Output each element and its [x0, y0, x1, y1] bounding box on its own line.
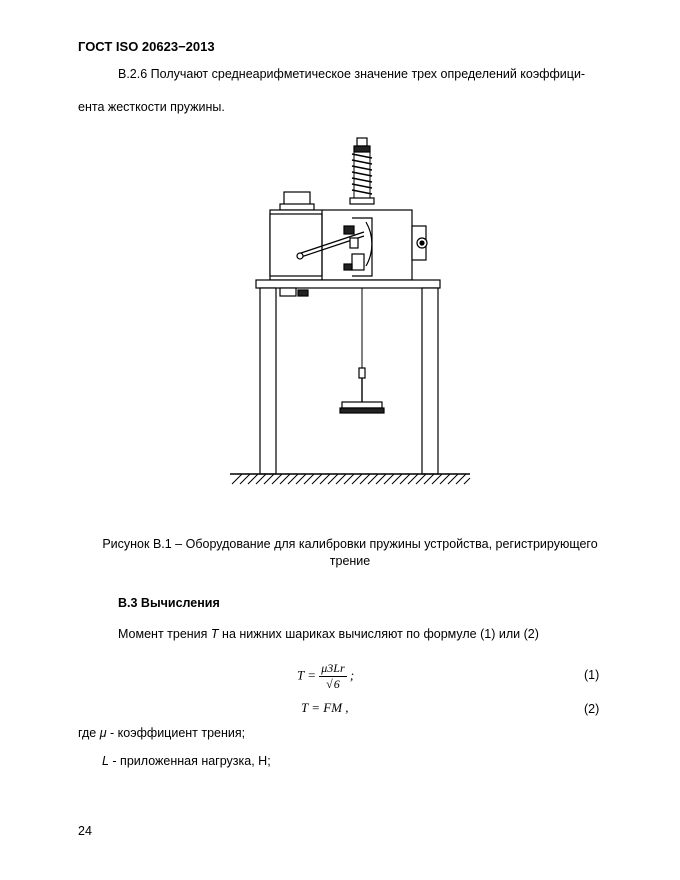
formula-1-denominator: √6	[326, 677, 340, 691]
body-text-start: Момент трения	[118, 627, 211, 641]
formula-1-lhs: T	[297, 667, 304, 683]
definition-l-symbol: L	[102, 754, 109, 768]
body-paragraph	[118, 628, 539, 641]
floor-hatching	[232, 474, 470, 484]
formula-1-numerator: μ3Lr	[321, 661, 345, 675]
spring-coils	[352, 152, 372, 198]
figure-caption-line-2: трение	[329, 554, 371, 568]
formula-1-number: (1)	[584, 668, 600, 682]
definition-mu	[78, 727, 245, 740]
definition-l	[102, 755, 271, 768]
definition-mu-text: - коэффициент трения;	[106, 726, 246, 740]
section-title: В.3 Вычисления	[118, 596, 220, 610]
formula-1-fraction	[319, 661, 346, 692]
document-header: ГОСТ ISO 20623−2013	[78, 39, 215, 54]
body-text-end: на нижних шариках вычисляют по формуле (1) или (2)	[218, 627, 539, 641]
paragraph-line-1: В.2.6 Получают среднеарифметическое значение трех определений коэффици-	[118, 67, 586, 81]
formula-1-tail: ;	[349, 667, 355, 683]
figure-caption	[60, 536, 640, 570]
figure-caption-line-1: Рисунок В.1 – Оборудование для калибровки пружины устройства, регистрирующего	[102, 537, 598, 551]
paragraph-line-2: ента жесткости пружины.	[78, 100, 225, 114]
page-number: 24	[78, 824, 92, 838]
apparatus-figure	[226, 130, 474, 490]
definition-mu-symbol: где μ	[78, 726, 107, 740]
definition-l-text: - приложенная нагрузка, Н;	[108, 754, 271, 768]
body-variable: T	[210, 627, 219, 641]
formula-1-radicand: 6	[333, 677, 340, 691]
formula-2-number: (2)	[584, 702, 600, 716]
formula-2: T = FM ,	[301, 700, 349, 715]
formula-1: T = $\frac{\mu 3Lr}{√6}$ ;	[297, 661, 355, 691]
